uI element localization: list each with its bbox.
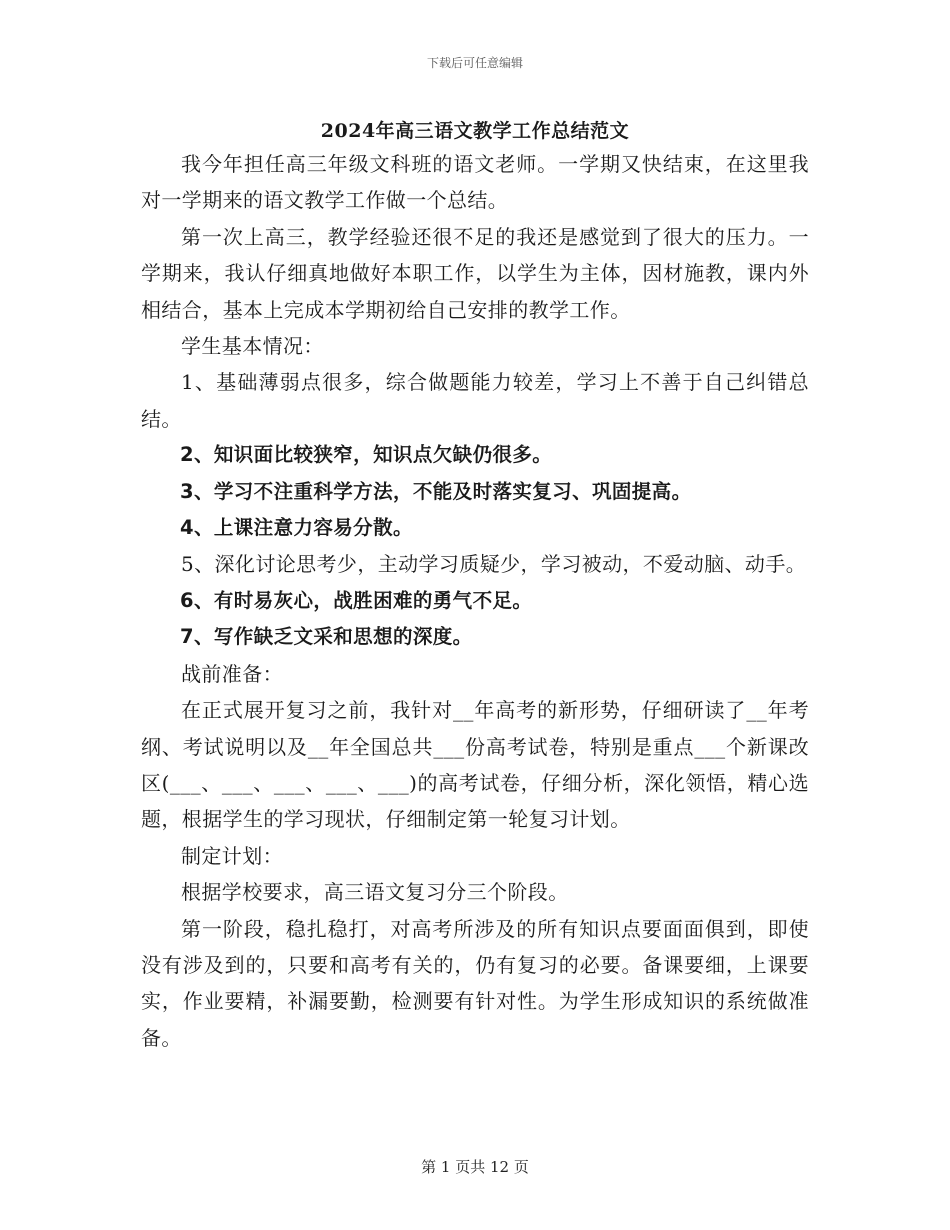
list-item: 3、学习不注重科学方法，不能及时落实复习、巩固提高。 bbox=[180, 479, 692, 503]
document-body bbox=[141, 146, 809, 1056]
list-item: 7、写作缺乏文采和思想的深度。 bbox=[180, 625, 473, 649]
paragraph: 根据学校要求，高三语文复习分三个阶段。 bbox=[181, 880, 569, 905]
paragraph: 第一阶段，稳扎稳打，对高考所涉及的所有知识点要面面俱到，即使没有涉及到的，只要和高考有关的，仍有复习的必要。备课要细，上课要实，作业要精，补漏要勤，检测要有针对性。为学生形成知识的系统做准备。 bbox=[141, 916, 809, 1050]
list-item: 1、基础薄弱点很多，综合做题能力较差，学习上不善于自己纠错总结。 bbox=[141, 370, 809, 431]
section-heading: 制定计划： bbox=[181, 843, 283, 868]
list-item: 4、上课注意力容易分散。 bbox=[180, 516, 413, 540]
paragraph: 第一次上高三，教学经验还很不足的我还是感觉到了很大的压力。一学期来，我认仔细真地做好本职工作，以学生为主体，因材施教，课内外相结合，基本上完成本学期初给自己安排的教学工作。 bbox=[141, 224, 809, 322]
list-item: 6、有时易灰心，战胜困难的勇气不足。 bbox=[180, 588, 533, 612]
paragraph: 在正式展开复习之前，我针对__年高考的新形势，仔细研读了__年考纲、考试说明以及__年全国总共___份高考试卷，特别是重点___个新课改区(___、___、___、___、___)的高考试卷，仔细分析，深化领悟，精心选题，根据学生的学习现状，仔细制定第一轮复习计划。 bbox=[141, 698, 809, 832]
document-title: 2024年高三语文教学工作总结范文 bbox=[320, 120, 630, 142]
page-number: 第 1 页共 12 页 bbox=[421, 1158, 529, 1176]
section-heading: 学生基本情况： bbox=[181, 334, 324, 359]
list-item: 2、知识面比较狭窄，知识点欠缺仍很多。 bbox=[180, 443, 553, 467]
paragraph: 我今年担任高三年级文科班的语文老师。一学期又快结束，在这里我对一学期来的语文教学工作做一个总结。 bbox=[141, 152, 809, 213]
list-item: 5、深化讨论思考少，主动学习质疑少，学习被动，不爱动脑、动手。 bbox=[181, 552, 807, 577]
header-note: 下载后可任意编辑 bbox=[426, 56, 523, 70]
section-heading: 战前准备： bbox=[181, 661, 283, 686]
